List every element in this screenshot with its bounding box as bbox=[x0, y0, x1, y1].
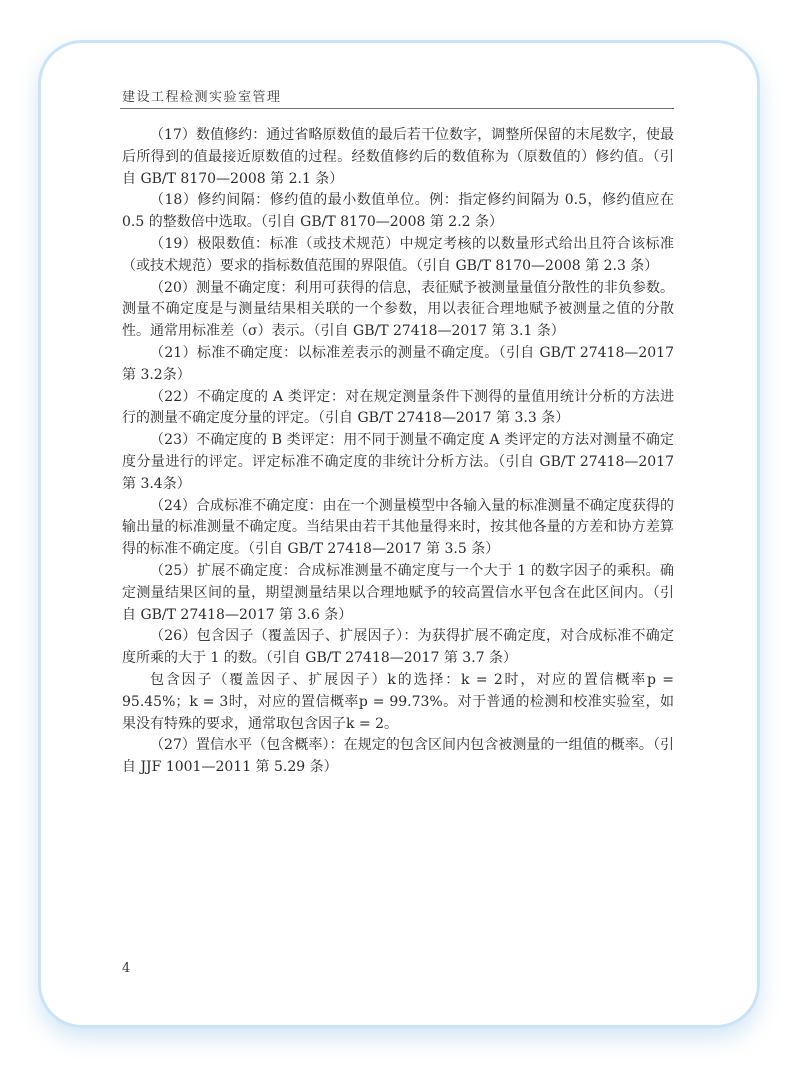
paragraph-26: （26）包含因子（覆盖因子、扩展因子）：为获得扩展不确定度，对合成标准不确定度所乘的大于 1 的数。（引自 GB/T 27418—2017 第 3.7 条） bbox=[122, 628, 674, 667]
page-number: 4 bbox=[122, 961, 131, 976]
paragraph-21: （21）标准不确定度：以标准差表示的测量不确定度。（引自 GB/T 27418—2017 第 3.2条） bbox=[122, 344, 674, 383]
paragraph-27: （27）置信水平（包含概率）：在规定的包含区间内包含被测量的一组值的概率。（引自 JJF 1001—2011 第 5.29 条） bbox=[122, 737, 674, 776]
paragraph-24: （24）合成标准不确定度：由在一个测量模型中各输入量的标准测量不确定度获得的输出量的标准测量不确定度。当结果由若干其他量得来时，按其他各量的方差和协方差算得的标准不确定度。（引自 GB/T 27418—2017 第 3.5 条） bbox=[122, 497, 674, 558]
running-header: 建设工程检测实验室管理 bbox=[122, 90, 282, 105]
paragraph-23: （23）不确定度的 B 类评定：用不同于测量不确定度 A 类评定的方法对测量不确定度分量进行的评定。评定标准不确定度的非统计分析方法。（引自 GB/T 27418—2017 第 3.4条） bbox=[122, 432, 674, 492]
paragraph-22: （22）不确定度的 A 类评定：对在规定测量条件下测得的量值用统计分析的方法进行的测量不确定度分量的评定。（引自 GB/T 27418—2017 第 3.3 条） bbox=[122, 388, 674, 427]
header-rule bbox=[120, 108, 674, 109]
paragraph-20: （20）测量不确定度：利用可获得的信息，表征赋予被测量量值分散性的非负参数。测量不确定度是与测量结果相关联的一个参数，用以表征合理地赋予被测量之值的分散性。通常用标准差（σ）表示。（引自 GB/T 27418—2017 第 3.1 条） bbox=[122, 279, 674, 340]
paragraph-17: （17）数值修约：通过省略原数值的最后若干位数字，调整所保留的末尾数字，使最后所得到的值最接近原数值的过程。经数值修约后的数值称为（原数值的）修约值。（引自 GB/T 8170—2008 第 2.1 条） bbox=[122, 127, 674, 187]
paragraph-19: （19）极限数值：标准（或技术规范）中规定考核的以数量形式给出且符合该标准（或技术规范）要求的指标数值范围的界限值。（引自 GB/T 8170—2008 第 2.3 条） bbox=[122, 235, 674, 274]
paragraph-coverage-factor: 包含因子（覆盖因子、扩展因子）k的选择：k = 2时，对应的置信概率p = 95.45%；k = 3时，对应的置信概率p = 99.73%。对于普通的检测和校准实验室，如果没有特殊的要求，通常取包含因子k = 2。 bbox=[122, 671, 674, 732]
paragraph-25: （25）扩展不确定度：合成标准测量不确定度与一个大于 1 的数字因子的乘积。确定测量结果区间的量，期望测量结果以合理地赋予的较高置信水平包含在此区间内。（引自 GB/T 27418—2017 第 3.6 条） bbox=[122, 562, 674, 623]
paragraph-18: （18）修约间隔：修约值的最小数值单位。例：指定修约间隔为 0.5，修约值应在 0.5 的整数倍中选取。（引自 GB/T 8170—2008 第 2.2 条） bbox=[122, 192, 674, 231]
body-text bbox=[122, 125, 674, 779]
